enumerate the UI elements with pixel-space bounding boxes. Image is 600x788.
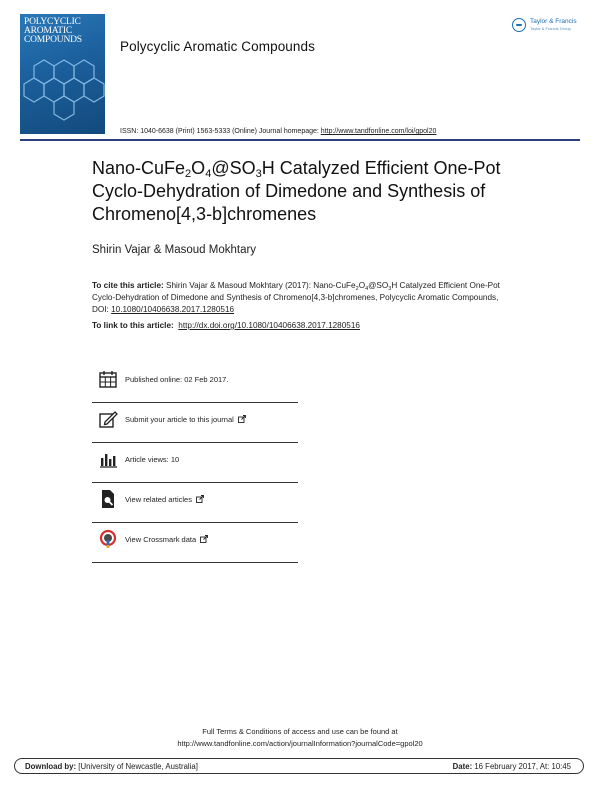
published-online-label: Published online: 02 Feb 2017. <box>125 375 229 384</box>
bar-chart-icon <box>98 449 118 469</box>
related-articles-row[interactable] <box>92 483 298 523</box>
citation-label: To cite this article: <box>92 281 164 290</box>
download-info-bar <box>14 758 584 774</box>
related-articles-link[interactable]: View related articles <box>125 495 204 504</box>
downloaded-by: Download by: [University of Newcastle, Australia] <box>25 761 198 771</box>
submit-article-row[interactable] <box>92 403 298 443</box>
article-views-label: Article views: 10 <box>125 455 180 464</box>
cover-title: POLYCYCLIC AROMATIC COMPOUNDS <box>24 17 82 45</box>
calendar-icon <box>98 369 118 389</box>
crossmark-icon <box>98 529 118 549</box>
edit-icon <box>98 409 118 429</box>
publisher-logo[interactable]: Taylor & Francis Taylor & Francis Group <box>512 16 584 38</box>
article-link-line <box>92 321 360 330</box>
document-search-icon <box>98 489 118 509</box>
doi-link[interactable]: 10.1080/10406638.2017.1280516 <box>111 305 235 314</box>
journal-cover-image <box>20 14 105 134</box>
article-title: Nano-$CuFe_2O_4@SO_3H$ Catalyzed Efficient One-Pot Cyclo-Dehydration of Dimedone and Synthesis of Chromeno[4,3-b]chromenes <box>92 158 501 224</box>
citation-block: To cite this article: Shirin Vajar & Masoud Mokhtary (2017): Nano-$CuFe_2O_4@SO_3H$ Catalyzed Efficient One-Pot Cyclo-Dehydration of Dimedone and Synthesis of Chromeno[4,3-b]chromenes, Polycyclic Aromatic Compounds, DOI: 10.1080/10406638.2017.1280516 <box>92 281 500 314</box>
crossmark-link[interactable]: View Crossmark data <box>125 535 208 544</box>
article-authors: Shirin Vajar & Masoud Mokhtary <box>92 244 257 256</box>
publisher-logo-icon <box>512 18 526 32</box>
article-doi-url-link[interactable]: http://dx.doi.org/10.1080/10406638.2017.1280516 <box>178 321 360 330</box>
terms-url-link[interactable]: http://www.tandfonline.com/action/journalInformation?journalCode=gpol20 <box>177 739 423 748</box>
article-info-list <box>92 363 298 563</box>
external-link-icon <box>238 415 246 423</box>
external-link-icon <box>196 495 204 503</box>
article-views-row <box>92 443 298 483</box>
crossmark-row[interactable] <box>92 523 298 563</box>
journal-name[interactable]: Polycyclic Aromatic Compounds <box>120 39 315 54</box>
terms-text: Full Terms & Conditions of access and use can be found at <box>202 727 398 736</box>
download-date: Date: 16 February 2017, At: 10:45 <box>452 761 571 771</box>
header-divider <box>20 139 580 141</box>
journal-homepage-link[interactable]: http://www.tandfonline.com/loi/gpol20 <box>320 128 437 135</box>
submit-article-link[interactable]: Submit your article to this journal <box>125 415 246 424</box>
published-online-row <box>92 363 298 403</box>
issn-line: ISSN: 1040-6638 (Print) 1563-5333 (Online) Journal homepage: http://www.tandfonline.com/loi/gpol20 <box>120 128 437 135</box>
link-label: To link to this article: <box>92 321 174 330</box>
external-link-icon <box>200 535 208 543</box>
